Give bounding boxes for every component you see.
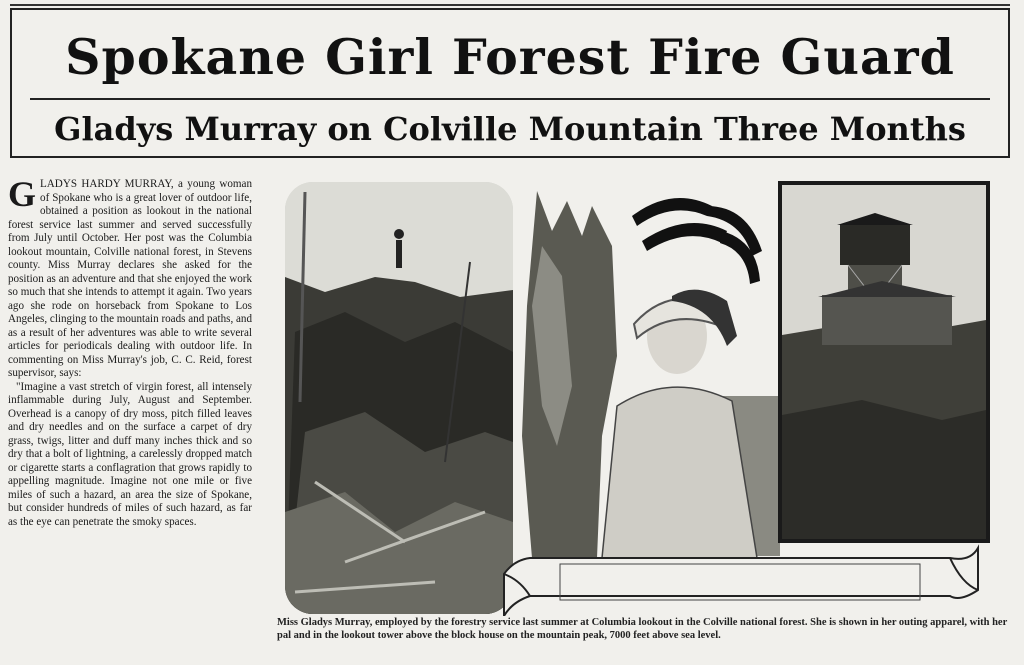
photo-mountain-peak — [285, 182, 513, 614]
article-paragraph-2: "Imagine a vast stretch of virgin forest, all intensely inflammable during July, August and September. Overhead is a canopy of dry moss, pitch filled leaves and dry needles and on the surface a carpet of dry grass, twigs, litter and duff many inches thick and so dry that a bolt of lightning, a carelessly dropped match or cigarette starts a conflagration that grows rapidly to appelling magnitude. Imagine not one mile or five miles of such a hazard, an area the size of Spokane, but consider hundreds of miles of such hazard, as far as the eye can penetrate the smoky spaces. — [8, 380, 252, 528]
article-body — [8, 178, 252, 664]
article-paragraph-1-text: LADYS HARDY MURRAY, a young woman of Spokane who is a great lover of outdoor life, obtained a position as lookout in the national forest service last summer and served successfully from July until October. Her post was the Columbia lookout mountain, Colville national forest, in Stevens county. Miss Murray declares she asked for the position as an adventure and that she enjoyed the work so much that she intends to attempt it again. Two years ago she rode on horseback from Spokane to Los Angeles, clinging to the mountain roads and paths, and as a result of her adventures was able to write several articles for periodicals dealing with outdoor life. In commenting on Miss Murray's job, C. C. Reid, forest supervisor, says: — [8, 178, 252, 379]
top-rule — [10, 4, 1010, 6]
subheadline: Gladys Murray on Colville Mountain Three Months — [54, 110, 966, 148]
photo-caption: Miss Gladys Murray, employed by the forestry service last summer at Columbia lookout in the Colville national forest. She is shown in her outing apparel, with her pal and in the lookout tower above the block house on the mountain peak, 7000 feet above sea level. — [277, 617, 1008, 641]
decorative-ribbon — [500, 540, 982, 616]
article-paragraph-1 — [8, 178, 252, 381]
drop-cap: G — [8, 178, 37, 214]
photo-lookout-tower — [778, 181, 990, 543]
headline-box — [10, 8, 1010, 158]
headline: Spokane Girl Forest Fire Guard — [65, 28, 955, 86]
photo-girl-with-horse — [522, 186, 784, 558]
headline-divider — [30, 98, 990, 100]
